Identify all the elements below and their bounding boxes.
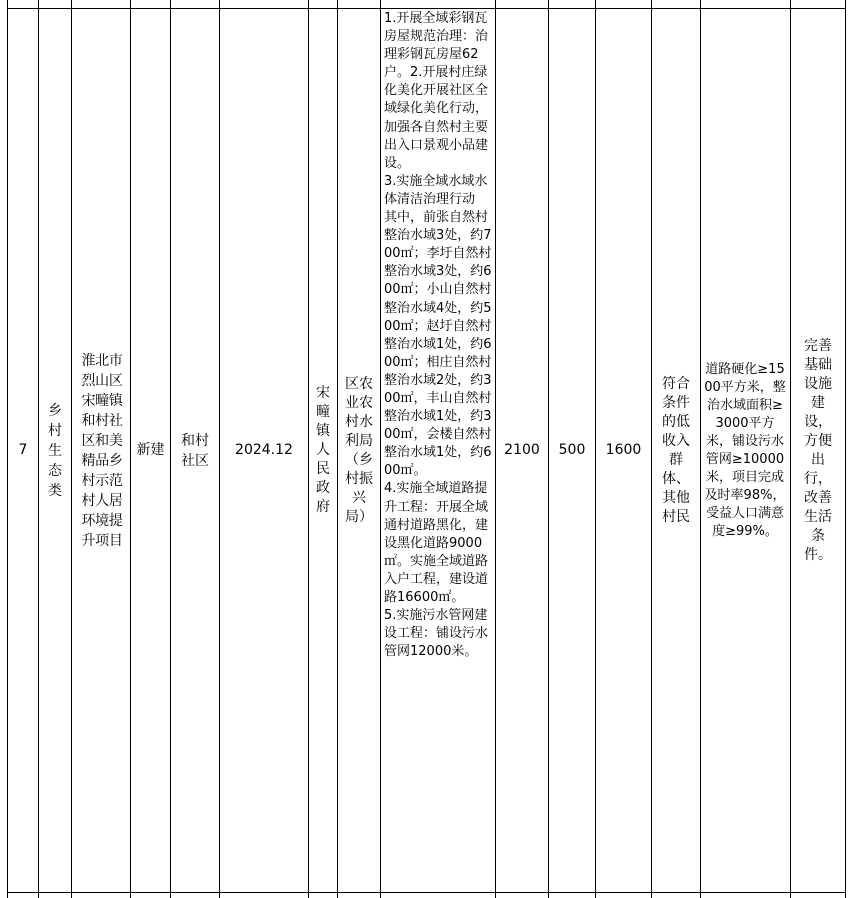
cell-fund-a: 500 (558, 442, 586, 458)
cell-category: 乡村生态类 (48, 402, 62, 499)
content-paragraph: 其中，前张自然村整治水域3处，约700㎡；李圩自然村整治水域3处，约600㎡；小山自然村整治水域4处，约500㎡；赵圩自然村整治水域1处，约600㎡；相庄自然村整治水域2处，约300㎡，丰山自然村整治水域1处，约300㎡，会楼自然村整治水域1处，约600㎡。 (384, 210, 492, 479)
grid-line (170, 0, 171, 898)
grid-line (651, 0, 652, 898)
grid-line (790, 0, 791, 898)
cell-performance-target: 道路硬化≥1500平方米，整治水域面积≥3000平方米，铺设污水管网≥10000米，项目完成及时率98%，受益人口满意度≥99%。 (704, 361, 786, 539)
cell-location: 和村社区 (181, 432, 209, 469)
content-paragraph: 5.实施污水管网建设工程：铺设污水管网12000米。 (384, 608, 489, 660)
cell-implementing-unit: 宋疃镇人民政府 (316, 385, 330, 515)
grid-line (700, 0, 701, 898)
content-paragraph: 4.实施全域道路提升工程：开展全域通村道路黑化，建设黑化道路9000㎡。实施全域道路入户工程，建设道路16600㎡。 (384, 481, 489, 605)
cell-project-content (384, 10, 492, 661)
next-row-fragment (384, 893, 492, 898)
cell-completion-time: 2024.12 (235, 442, 293, 458)
content-paragraph: 1.开展全域彩钢瓦房屋规范治理：治理彩钢瓦房屋62户。2.开展村庄绿化美化开展社区全域绿化美化行动，加强各自然村主要出入口景观小品建设。 (384, 11, 489, 171)
cell-build-type: 新建 (136, 442, 165, 458)
content-paragraph: 3.实施全域水域水体清洁治理行动 (384, 173, 488, 207)
cell-total-investment: 2100 (504, 442, 540, 458)
grid-line (845, 0, 846, 898)
cell-index: 7 (18, 442, 28, 458)
grid-line (380, 0, 381, 898)
grid-line (38, 0, 39, 898)
cell-project-name: 淮北市烈山区宋疃镇和村社区和美精品乡村示范村人居环境提升项目 (81, 352, 123, 549)
cell-beneficiaries: 符合条件的低收入群体、其他村民 (662, 375, 690, 525)
grid-line (71, 0, 72, 898)
previous-row-fragment (384, 0, 492, 8)
cell-supervising-dept: 区农业农村水利局（乡村振兴局） (345, 375, 373, 525)
cell-benefit-mechanism: 完善基础设施建设，方便出行，改善生活条件。 (804, 337, 832, 563)
cell-fund-b: 1600 (605, 442, 642, 458)
